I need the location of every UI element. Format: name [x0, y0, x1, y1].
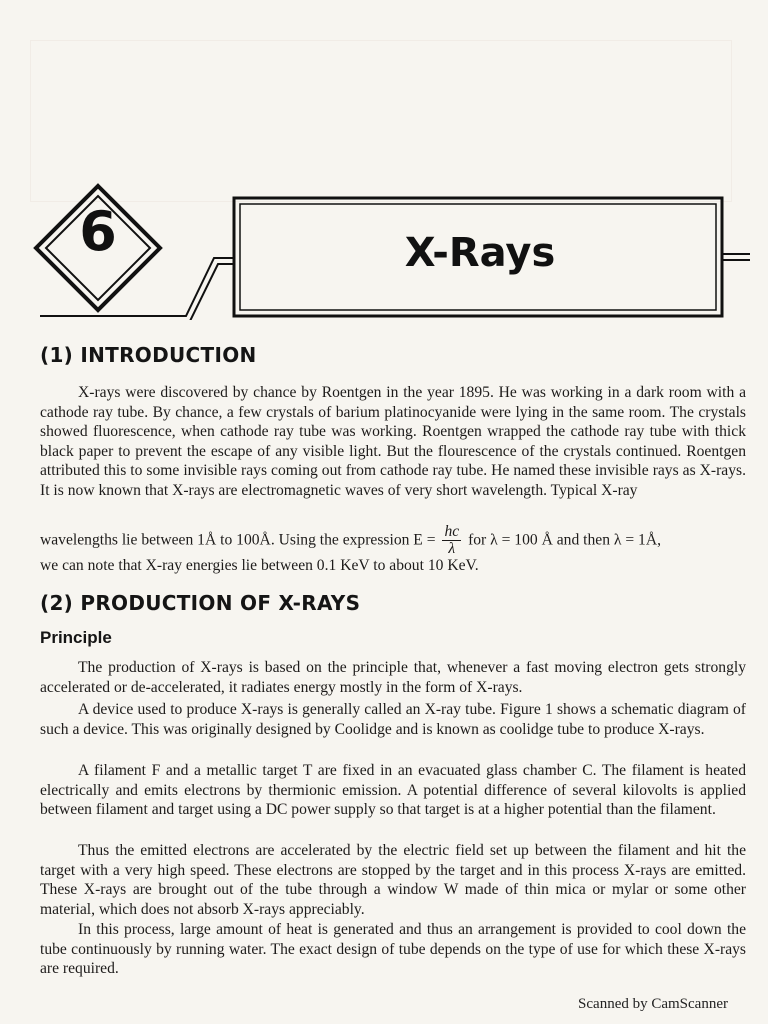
subheading-principle: Principle	[40, 628, 112, 647]
chapter-title: X-Rays	[404, 230, 556, 276]
formula-suffix: for λ = 100 Å and then λ = 1Å,	[468, 531, 662, 549]
section-heading-production: (2) PRODUCTION OF X-RAYS	[40, 591, 361, 615]
production-paragraph-4: Thus the emitted electrons are accelerated by the electric field set up between the filament and hit the target with a very high speed. These electrons are stopped by the target and in this process X-rays are emitted. These X-rays are brought out of the tube through a window W made of thin mica or mylar or some other material, which does not absorb X-rays appreciably.	[40, 842, 746, 918]
production-paragraph-3: A filament F and a metallic target T are fixed in an evacuated glass chamber C. The filament is heated electrically and emits electrons by thermionic emission. A potential difference of several kilovolts is applied between filament and target using a DC power supply so that target is at a higher potential than the filament.	[40, 762, 746, 819]
chapter-number: 6	[79, 200, 117, 263]
production-paragraph-5: In this process, large amount of heat is generated and thus an arrangement is provided to cool down the tube continuously by running water. The exact design of tube depends on the type of use for which these X-rays are required.	[40, 921, 746, 978]
bleed-through-shadow	[30, 40, 732, 202]
section-heading-introduction: (1) INTRODUCTION	[40, 343, 257, 367]
formula-line	[40, 524, 746, 558]
production-paragraph-1: The production of X-rays is based on the principle that, whenever a fast moving electron gets strongly accelerated or de-accelerated, it radiates energy mostly in the form of X-rays.	[40, 659, 746, 696]
energy-fraction	[442, 524, 461, 558]
intro-paragraph: X-rays were discovered by chance by Roentgen in the year 1895. He was working in a dark room with a cathode ray tube. By chance, a few crystals of barium platinocyanide were lying in the same room. The crystals showed fluorescence, when cathode ray tube was working. Roentgen wrapped the cathode ray tube with thick black paper to prevent the escape of any visible light. But the flourescence of the crystals continued. Roentgen attributed this to some invisible rays coming out from cathode ray tube. He named these invisible rays as X-rays. It is now known that X-rays are electromagnetic waves of very short wavelength. Typical X-ray	[40, 384, 746, 499]
fraction-numerator: hc	[444, 523, 460, 540]
fraction-denominator: λ	[448, 540, 456, 558]
scanner-watermark: Scanned by CamScanner	[578, 996, 728, 1012]
production-paragraph-2: A device used to produce X-rays is generally called an X-ray tube. Figure 1 shows a schematic diagram of such a device. This was originally designed by Coolidge and is known as coolidge tube to produce X-rays.	[40, 701, 746, 738]
formula-prefix: wavelengths lie between 1Å to 100Å. Using the expression E =	[40, 531, 436, 549]
intro-last-line: we can note that X-ray energies lie between 0.1 KeV to about 10 KeV.	[40, 557, 479, 574]
